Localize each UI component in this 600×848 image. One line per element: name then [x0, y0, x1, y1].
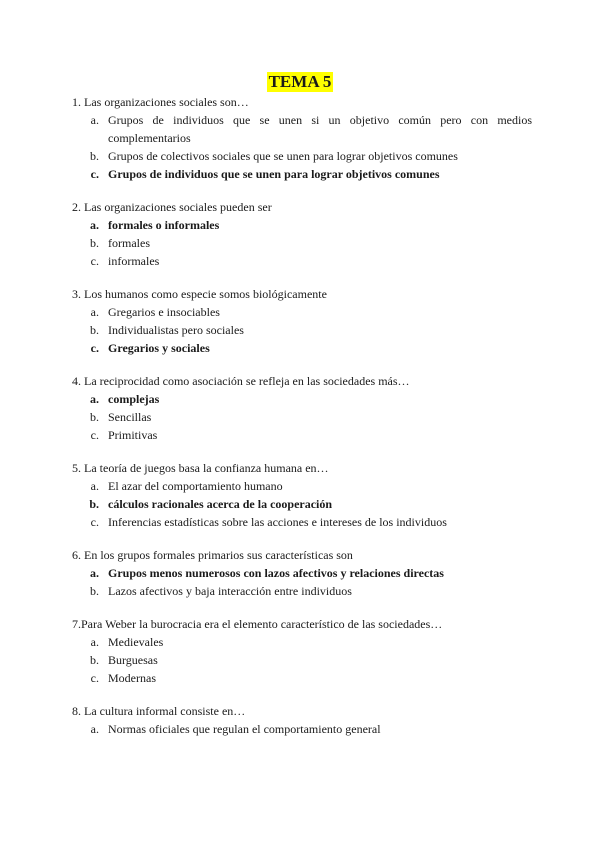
option-c-correct	[72, 339, 532, 357]
option-text: cálculos racionales acerca de la cooperación	[108, 497, 333, 511]
option-text: Normas oficiales que regulan el comportamiento general	[108, 722, 381, 736]
question-text: 6. En los grupos formales primarios sus características son	[72, 548, 353, 562]
option-text: Primitivas	[108, 428, 158, 442]
option-b	[72, 321, 532, 339]
option-letter: a.	[90, 479, 99, 493]
question-3	[72, 285, 532, 357]
option-letter: b.	[89, 497, 99, 511]
option-a	[72, 111, 532, 147]
option-b	[72, 582, 532, 600]
option-c	[72, 426, 532, 444]
option-letter: a.	[90, 113, 99, 127]
option-b-correct	[72, 495, 532, 513]
option-a	[72, 720, 532, 738]
option-text: Gregarios y sociales	[108, 341, 210, 355]
option-b	[72, 147, 532, 165]
option-text: Sencillas	[108, 410, 152, 424]
option-letter: a.	[90, 635, 99, 649]
option-text: complejas	[108, 392, 160, 406]
option-letter: a.	[90, 218, 99, 232]
option-text: Inferencias estadísticas sobre las acciones e intereses de los individuos	[108, 515, 447, 529]
option-letter: b.	[90, 323, 99, 337]
question-4	[72, 372, 532, 444]
title-wrap	[0, 72, 600, 92]
option-list	[72, 477, 532, 531]
option-b	[72, 234, 532, 252]
question-text: 5. La teoría de juegos basa la confianza humana en…	[72, 461, 329, 475]
option-letter: c.	[90, 515, 99, 529]
option-list	[72, 633, 532, 687]
question-7	[72, 615, 532, 687]
option-letter: b.	[90, 236, 99, 250]
option-list	[72, 216, 532, 270]
question-text: 4. La reciprocidad como asociación se refleja en las sociedades más…	[72, 374, 410, 388]
option-letter: c.	[90, 254, 99, 268]
option-c-correct	[72, 165, 532, 183]
option-a-correct	[72, 390, 532, 408]
option-letter: b.	[90, 584, 99, 598]
question-text: 3. Los humanos como especie somos biológicamente	[72, 287, 327, 301]
option-text: Medievales	[108, 635, 164, 649]
option-text: Gregarios e insociables	[108, 305, 220, 319]
option-list	[72, 564, 532, 600]
option-text: Grupos de colectivos sociales que se unen para lograr objetivos comunes	[108, 149, 458, 163]
option-letter: b.	[90, 149, 99, 163]
option-list	[72, 111, 532, 183]
option-list	[72, 303, 532, 357]
question-list	[72, 93, 532, 753]
option-text: Burguesas	[108, 653, 158, 667]
option-b	[72, 408, 532, 426]
question-text: 2. Las organizaciones sociales pueden ser	[72, 200, 272, 214]
option-c	[72, 252, 532, 270]
option-text: informales	[108, 254, 160, 268]
option-c	[72, 669, 532, 687]
question-text: 8. La cultura informal consiste en…	[72, 704, 246, 718]
option-text: Grupos menos numerosos con lazos afectivos y relaciones directas	[108, 566, 444, 580]
question-2	[72, 198, 532, 270]
option-a	[72, 477, 532, 495]
option-letter: a.	[90, 722, 99, 736]
option-text: Lazos afectivos y baja interacción entre individuos	[108, 584, 352, 598]
option-text: Individualistas pero sociales	[108, 323, 244, 337]
question-text: 1. Las organizaciones sociales son…	[72, 95, 249, 109]
option-text: formales	[108, 236, 150, 250]
option-text: Modernas	[108, 671, 156, 685]
option-letter: c.	[90, 167, 99, 181]
option-text: Grupos de individuos que se unen para lograr objetivos comunes	[108, 167, 440, 181]
option-text: Grupos de individuos que se unen si un objetivo común pero con medios complementarios	[108, 113, 532, 145]
option-letter: a.	[90, 392, 99, 406]
question-5	[72, 459, 532, 531]
option-letter: a.	[90, 566, 99, 580]
question-8	[72, 702, 532, 738]
option-text: El azar del comportamiento humano	[108, 479, 283, 493]
option-a	[72, 303, 532, 321]
option-a-correct	[72, 564, 532, 582]
question-6	[72, 546, 532, 600]
option-letter: c.	[90, 341, 99, 355]
option-letter: b.	[90, 410, 99, 424]
question-1	[72, 93, 532, 183]
option-a-correct	[72, 216, 532, 234]
option-b	[72, 651, 532, 669]
option-a	[72, 633, 532, 651]
page-title: TEMA 5	[268, 72, 332, 91]
option-text: formales o informales	[108, 218, 220, 232]
option-letter: a.	[90, 305, 99, 319]
option-letter: c.	[90, 671, 99, 685]
option-c	[72, 513, 532, 531]
option-letter: b.	[90, 653, 99, 667]
question-text: 7.Para Weber la burocracia era el elemento característico de las sociedades…	[72, 617, 443, 631]
option-letter: c.	[90, 428, 99, 442]
option-list	[72, 720, 532, 738]
option-list	[72, 390, 532, 444]
